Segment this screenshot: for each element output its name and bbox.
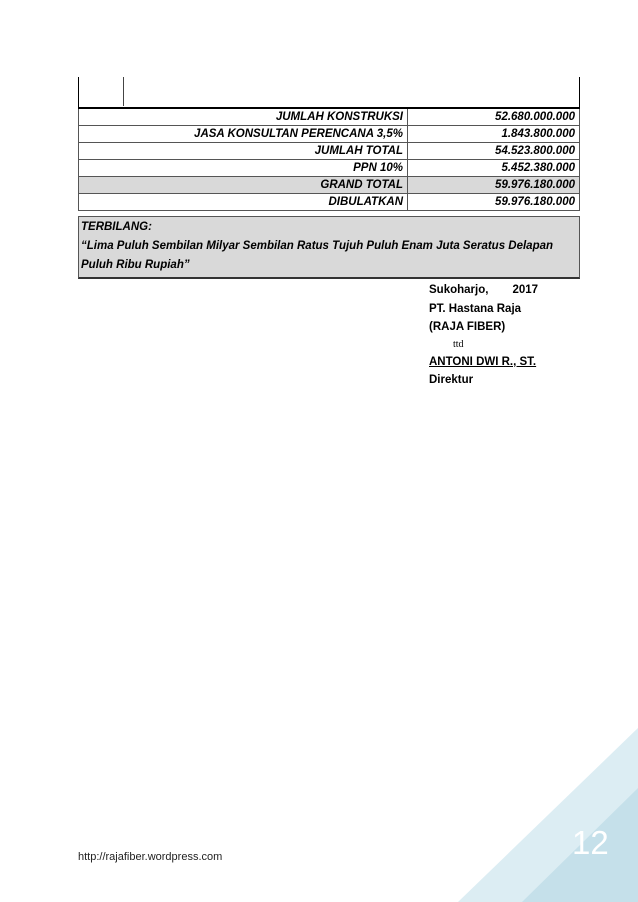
summary-label: GRAND TOTAL — [79, 177, 408, 194]
table-row — [79, 194, 580, 211]
table-frame-continuation — [78, 77, 580, 107]
company-brand: (RAJA FIBER) — [429, 321, 506, 333]
summary-value: 54.523.800.000 — [408, 143, 580, 160]
table-row — [79, 160, 580, 177]
summary-label: JUMLAH KONSTRUKSI — [79, 108, 408, 126]
page-number: 12 — [572, 824, 609, 861]
terbilang-heading: TERBILANG: — [81, 221, 152, 233]
summary-value: 59.976.180.000 — [408, 177, 580, 194]
table-row — [79, 126, 580, 143]
summary-value: 5.452.380.000 — [408, 160, 580, 177]
signature-year: 2017 — [512, 284, 539, 296]
terbilang-text: “Lima Puluh Sembilan Milyar Sembilan Ratus Tujuh Puluh Enam Juta Seratus Delapan Puluh Ribu Rupiah” — [81, 240, 554, 271]
summary-value: 1.843.800.000 — [408, 126, 580, 143]
summary-label: PPN 10% — [79, 160, 408, 177]
place-date — [429, 281, 589, 300]
summary-value: 59.976.180.000 — [408, 194, 580, 211]
summary-label: JUMLAH TOTAL — [79, 143, 408, 160]
summary-label: JASA KONSULTAN PERENCANA 3,5% — [79, 126, 408, 143]
summary-label: DIBULATKAN — [79, 194, 408, 211]
table-row — [79, 108, 580, 126]
column-divider — [123, 77, 124, 106]
signatory-name: ANTONI DWI R., ST. — [429, 355, 537, 368]
cost-summary-table — [78, 107, 580, 211]
signature-place: Sukoharjo, — [429, 284, 489, 296]
summary-value: 52.680.000.000 — [408, 108, 580, 126]
table-row — [79, 143, 580, 160]
signature-block — [429, 281, 589, 390]
corner-decoration — [458, 728, 638, 902]
terbilang-box — [78, 216, 580, 279]
footer-url: http://rajafiber.wordpress.com — [78, 851, 223, 863]
ttd-mark: ttd — [453, 338, 464, 350]
signatory-title: Direktur — [429, 374, 474, 386]
company-name: PT. Hastana Raja — [429, 302, 522, 315]
table-row — [79, 177, 580, 194]
